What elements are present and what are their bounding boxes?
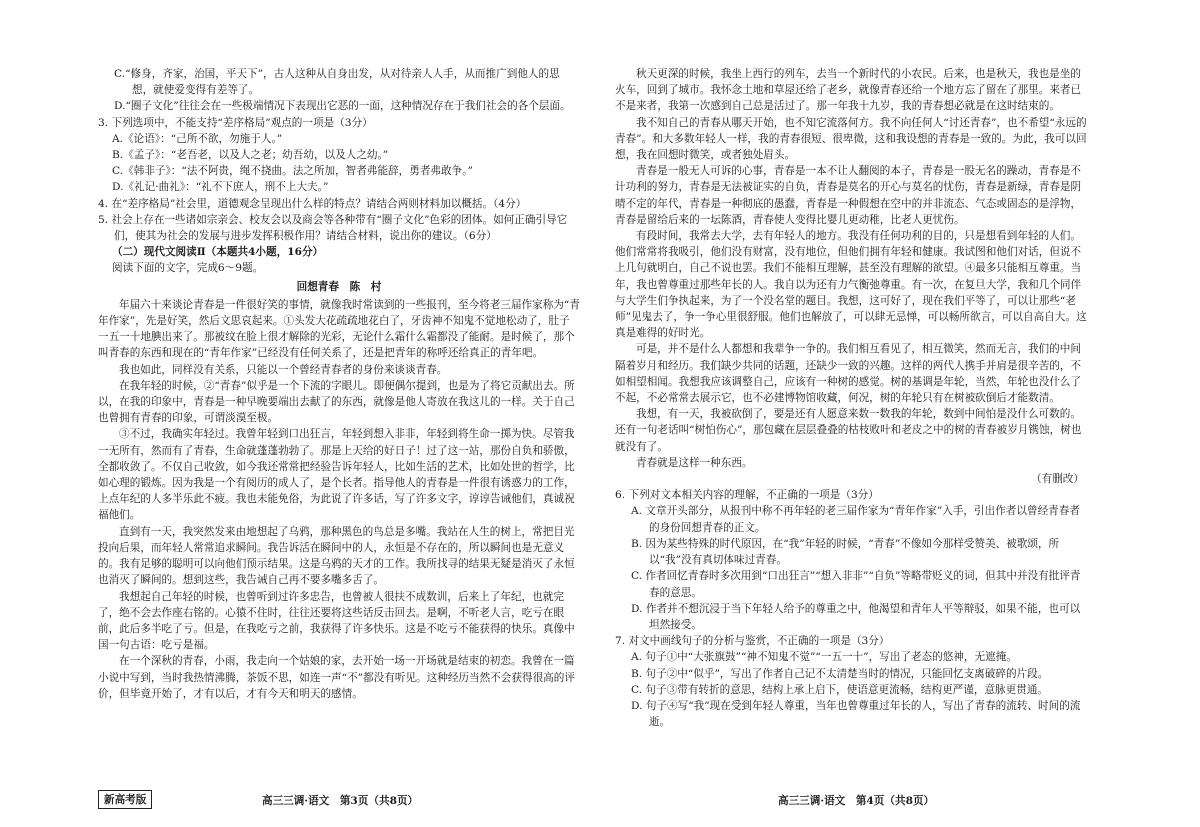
right-text-line: 7. 对文中画线句子的分析与鉴赏，不正确的一项是（3分） <box>615 635 890 648</box>
left-text-line: C.“修身，齐家，治国，平天下”，古人这种从自身出发，从对待亲人人手，从而推广到他人的思想，就使爱变得有差等了。 <box>114 68 560 97</box>
right-text-line: 青春是一般无人可诉的心事，青春是一本不让人翻阅的本子，青春是一股无名的躁动，青春是不计功利的努力，青春是无法被证实的自负，青春是莫名的开心与莫名的忧伤，青春是新绿，青春是阴晴不定的年代，青春是一种彻底的愚蠢，青春是一种假想在空中的并非流态、气态或固态的是浮物，青春是留给后来的一坛陈酒，青春使人变得比婴儿更动稚，比老人更忧伤。 <box>615 165 1082 226</box>
right-text-line: C. 作者回忆青春时多次用到“口出狂言”“想入非非”“自负”等略带贬义的词，但其中并没有批评青春的意思。 <box>631 570 1081 599</box>
right-text-line: 可是，并不是什么人都想和我辈争一争的。我们相互看见了，相互微笑，然而无言，我们的中间隔着岁月和经历。我们缺少共同的话题，还缺少一致的兴趣。这样的两代人携手并肩是很辛苦的，不如相望相闻。我想我应该调整自己，应该有一种树的感觉。树的基调是年轮，当然，年轮也没什么了不起，不必常常去展示它，也不必建博物馆收藏，何况，树的年轮只有在树被砍倒后才能数清。 <box>615 343 1082 405</box>
left-text-line: 直到有一天，我突然发来由地想起了乌鸦，那种黑色的鸟总是多嘴。我站在人生的树上，常把目光投向后果，而年轻人常常追求瞬间。我告诉活在瞬间中的人，永恒是不存在的，所以瞬间也是无意义的。我有足够的聪明可以向他们预示结果。这是乌鸦的天才的工作。我所找寻的结果无疑是消灭了永恒也消灭了瞬间的。想到这些，我告诫自己再不要多嘴多舌了。 <box>98 525 575 587</box>
right-text-line: 我不知自己的青春从哪天开始，也不知它流落何方。我不向任何人“讨还青春”，也不希望“永远的青春”。和大多数年轻人一样，我的青春很短、很卑微，这和我设想的青春是一致的。为此，我可以回想，我在回想时微笑，或者独处眉头。 <box>615 116 1087 162</box>
right-text-line: A. 句子①中“大张旗鼓”“神不知鬼不觉”“一五一十”，写出了老态的悠神，无遮掩。 <box>631 651 1017 664</box>
left-text-line: 在一个深秋的青春，小雨，我走向一个姑娘的家，去开始一场一开场就是结束的初恋。我曾在一篇小说中写到，当时我热情沸腾，茶饭不思，如连一声“不”都没有听见。这种经历当然不会获得很高的评价，但毕竟开始了，才有以后，才有今天和明天的感情。 <box>98 655 575 700</box>
right-text-line: A. 文章开头部分，从报刊中称不再年轻的老三届作家为“青年作家”入手，引出作者以曾经青春者的身份回想青春的正文。 <box>631 505 1080 534</box>
right-text-line: 6. 下列对文本相关内容的理解，不正确的一项是（3分） <box>615 489 879 502</box>
right-text-line: 秋天更深的时候，我坐上西行的列车，去当一个新时代的小农民。后来，也是秋天，我也是坐的火车，回到了城市。我怀念土地和草屋还给了老乡，就像青春还给一个地方忘了留在了那里。来者已不是来者，我第一次感到自己总是活过了。那一年我十九岁，我的青春想必就是在这时结束的。 <box>615 68 1082 113</box>
left-text-line: 在我年轻的时候，②“青春”似乎是一个下流的字眼儿。即便偶尔提到，也是为了将它贡献出去。所以，在我的印象中，青春是一种早晚要端出去献了的东西，就像是他人寄放在我这儿的一样。关于自己也曾拥有青春的印象，可谓淡漠至极。 <box>98 379 575 425</box>
right-text-line: B. 因为某些特殊的时代原因，在“我”年轻的时候，“青春”不像如今那样受赞美、被歌颂，所以“我”没有真切体味过青春。 <box>631 537 1060 567</box>
left-text-line: A.《论语》：“己所不欲，勿施于人。” <box>112 132 283 145</box>
left-text-line: 年届六十来谈论青春是一件很好笑的事情，就像我时常读到的一些报刊，至今将老三届作家称为“青年作家”，先是好笑，然后文思哀起来。①头发大花疏疏地花白了，牙齿神不知鬼不觉地松动了，肚子一五一十地腆出来了。那被纹在脸上很才解除的光彩，无论什么霜什么霜都没了能耐。是时候了，那个叫青春的东西和现在的“青年作家”已经没有任何关系了，还是把青年的称呼还给真正的青年吧。 <box>98 298 580 360</box>
right-page-column <box>615 66 1090 730</box>
left-page-column <box>98 66 580 702</box>
left-text-line: 4. 在“差序格局”社会里，道德观念呈现出什么样的特点？请结合两则材料加以概括。（4分） <box>98 197 527 210</box>
right-text-line: D. 句子④写“我”现在受到年轻人尊重，当年也曾尊重过年长的人，写出了青春的流转、时间的流逝。 <box>631 699 1081 729</box>
left-text-line: 回想青春 陈 村 <box>296 280 382 293</box>
left-text-line: （二）现代文阅读Ⅱ（本题共4小题，16分） <box>112 246 324 259</box>
left-text-line: 我也如此，同样没有关系，只能以一个曾经青春者的身份来谈谈青春。 <box>119 363 448 376</box>
right-text-line: D. 作者并不想沉浸于当下年轻人给予的尊重之中，他渴望和青年人平等辩驳，如果不能，也可以坦然接受。 <box>631 602 1081 631</box>
right-text-line: C. 句子③带有转折的意思，结构上承上启下，使语意更流畅，结构更严谨，意脉更贯通。 <box>631 683 1049 696</box>
right-text-line: （有删改） <box>1031 473 1084 486</box>
left-text-line: D.《礼记·曲礼》：“礼不下庶人，刑不上大夫。” <box>112 181 329 194</box>
left-text-line: D.“圈子文化”往往会在一些极端情况下表现出它恶的一面，这种情况存在于我们社会的各个层面。 <box>114 100 571 113</box>
left-page-footer: 高三三调·语文 第3页（共8页） <box>262 795 419 807</box>
left-text-line: ③不过，我确实年轻过。我曾年轻到口出狂言，年轻到想入非非，年轻到将生命一掷为快。尽管我一无所有，然而有了青春，生命就蓬蓬勃勃了。那是上天给的好日子！过了这一站，那份自负和骄傲，全都收敛了。不仅自己收敛，如今我还常常把经验告诉年轻人，比如生活的艺术，比如处世的哲学，比如心理的锻炼。因为我是一个有阅历的成人了，是个长者。指导他人的青春是一件很有诱惑力的工作，上点年纪的人多半乐此不疲。我也未能免俗，为此说了许多话，写了许多文字，谆谆告诫他们，真诚祝福他们。 <box>98 428 575 522</box>
left-text-line: 3. 下列选项中，不能支持“差序格局”观点的一项是（3分） <box>98 116 373 129</box>
right-text-line: 青春就是这样一种东西。 <box>636 456 753 469</box>
edition-badge: 新高考版 <box>98 790 152 809</box>
left-text-line: C.《韩非子》：“法不阿贵，绳不挠曲。法之所加，智者弗能辞，勇者弗敢争。” <box>112 165 473 178</box>
left-text-line: 阅读下面的文字，完成6～9题。 <box>112 262 264 275</box>
left-text-line: 5. 社会上存在一些诸如宗亲会、校友会以及商会等各种带有“圈子文化”色彩的团体。如何正确引导它们，使其为社会的发展与进步发挥积极作用？请结合材料，说出你的建议。（6分） <box>98 213 568 243</box>
right-text-line: 有段时间，我常去大学，去有年轻人的地方。我没有任何功利的目的，只是想看到年轻的人们。他们常常将我吸引，他们没有财富，没有地位，但他们拥有年轻和健康。我试图和他们对话，但说不上几句就明白，自己不说也罢。我们不能相互理解，甚至没有理解的欲望。④最多只能相互尊重。当年，我也曾尊重过那些年长的人。我自以为还有力气衡弛尊重。有一次，在复旦大学，我和几个同伴与大学生们争执起来，为了一个没名堂的题目。我想，这可好了，现在我们平等了，可以让那些“老师”见鬼去了，争一争心里很舒服。他们也解放了，可以肆无忌惮，可以畅所欲言，可以自高自大。这真是难得的好时光。 <box>615 230 1087 340</box>
right-page-footer: 高三三调·语文 第4页（共8页） <box>778 795 935 807</box>
left-text-line: 我想起自己年轻的时候，也曾听到过许多忠告，也曾被人很扶不成数训，后来上了年纪，也就完了，绝不会去作座右铭的。心猿不住时，往往还要将这些话反击回去。是啊，不听老人言，吃亏在眼前，此后多半吃了亏。但是，在我吃亏之前，我获得了许多快乐。这是不吃亏不能获得的快乐。真像中国一句古语：吃亏是福。 <box>98 590 575 652</box>
left-text-line: B.《孟子》：“老吾老，以及人之老；幼吾幼，以及人之幼。” <box>112 149 389 162</box>
right-text-line: 我想，有一天，我被砍倒了，要是还有人愿意来数一数我的年轮，数到中间怕是没什么可数的。还有一句老话叫“树怕伤心”，那包藏在层层叠叠的枯枝败叶和老皮之中的树的青春被岁月镌蚀，树也就没有了。 <box>615 408 1082 453</box>
right-text-line: B. 句子②中“似乎”，写出了作者自己记不太清楚当时的情况，只能回忆支离破碎的片段。 <box>631 667 1049 680</box>
